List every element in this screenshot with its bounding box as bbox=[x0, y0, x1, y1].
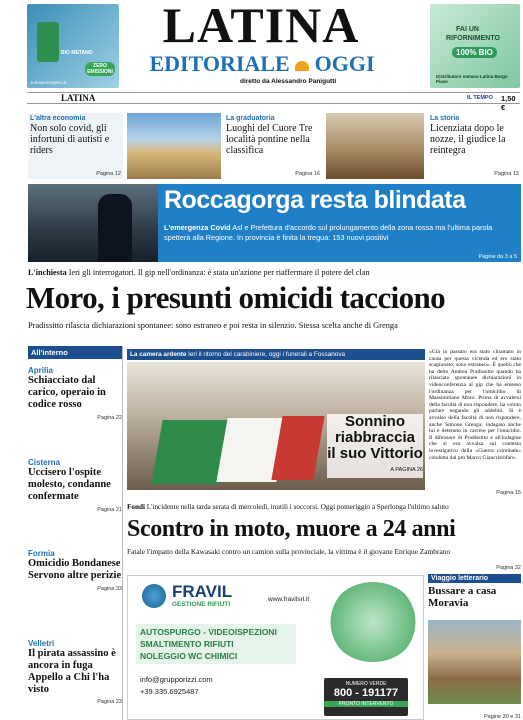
overlay-headline bbox=[327, 414, 423, 478]
overlay-line1: Sonnino bbox=[345, 413, 405, 430]
green-number: 800 - 191177 bbox=[333, 687, 399, 699]
travel-kicker: Viaggio letterario bbox=[428, 574, 521, 583]
teaser-text: Licenziata dopo le nozze, il giudice la reintegra bbox=[430, 123, 506, 156]
fravil-email[interactable]: info@grupporizzi.com bbox=[140, 675, 213, 684]
dateline-price: 1,50 € bbox=[501, 94, 516, 112]
banner-lead: L'emergenza Covid bbox=[164, 223, 231, 232]
funeral-photo[interactable] bbox=[127, 362, 425, 490]
sidebar-page: Pagina 21 bbox=[97, 507, 122, 513]
funeral-kicker: La camera ardente bbox=[130, 351, 187, 358]
banner-page: Pagine da 3 a 5 bbox=[478, 254, 517, 260]
sidebar-place: Aprilia bbox=[28, 366, 53, 375]
teaser-kicker: La graduatoria bbox=[226, 115, 275, 122]
crash-kicker-text: L'incidente nella tarda serata di mercoledì, inutili i soccorsi. Oggi pomeriggio a Sperlonga l'ultimo saluto bbox=[146, 503, 449, 511]
green-number-box[interactable] bbox=[324, 678, 408, 716]
fravil-service-3: NOLEGGIO WC CHIMICI bbox=[140, 651, 238, 661]
banner-text: Asl e Prefettura d'accordo sul prolungamento della zona rossa ma l'ultima parola spetterà alla Regione. In provincia è finita la tregua: 153 nuovi positivi bbox=[164, 223, 493, 242]
dateline bbox=[27, 92, 520, 112]
main-kicker-text: Ieri gli interrogatori. Il gip nell'ordinanza: è stata un'azione per riaffermare il potere del clan bbox=[68, 268, 370, 277]
sidebar-title: All'interno bbox=[28, 346, 122, 359]
fravil-services-box bbox=[136, 624, 296, 664]
teaser-page: Pagina 12 bbox=[96, 171, 121, 177]
travel[interactable] bbox=[428, 574, 521, 720]
masthead-title: LATINA bbox=[162, 0, 360, 53]
teaser-3-photo bbox=[326, 113, 424, 179]
teaser-text: Luoghi del Cuore Tre località pontine nella classifica bbox=[226, 123, 313, 156]
sidebar-place: Formia bbox=[28, 549, 55, 558]
funeral-column: «Già in passato era stato chiamato in causa per questa vicenda ed ero stato scagionato, sono estraneo». È quello che ha detto Andrea Pradissitto quando ha rilasciato spontanee dichiarazioni in videoconferenza al gip che ha emesso l'ordinanza per l'omicidio di Massimiliano Moro. Prima di avvalersi della facoltà di non rispondere, ha voluto parlare negando gli addebiti. Si è avvalso della facoltà di non rispondere, anche Simone Grenga, indagato anche lui e detenuto in carcere per l'omicidio. Il difensore di Pradissitto e all'indagine che si era avvalsa sul contesto investigativo della «Guerra criminale» condotta dal pm Marco Giancristofaro. bbox=[429, 349, 521, 461]
fravil-url[interactable]: www.fravilsrl.it bbox=[268, 596, 310, 603]
overlay-line3: il suo Vittorio bbox=[327, 445, 423, 462]
dateline-city: LATINA bbox=[61, 93, 96, 103]
travel-page: Pagine 30 e 31 bbox=[483, 714, 521, 720]
fravil-phone[interactable]: +39.335.6925487 bbox=[140, 687, 199, 696]
main-sub: Pradissitto rilascia dichiarazioni spontanee: sono estraneo e poi resta in silenzio. Stessa scelta anche di Grenga bbox=[28, 321, 398, 330]
teaser-1[interactable] bbox=[28, 113, 123, 179]
ad-fravil[interactable] bbox=[127, 575, 424, 720]
teaser-2[interactable] bbox=[224, 113, 322, 179]
sidebar-item[interactable] bbox=[28, 549, 122, 592]
ad-right-line3: 100% BIO bbox=[452, 47, 497, 58]
sidebar-text: Il pirata assassino è ancora in fuga Appello a Chi l'ha visto bbox=[28, 648, 116, 695]
main-kicker: L'inchiesta bbox=[28, 268, 67, 277]
dateline-tempo: IL TEMPO bbox=[467, 95, 493, 101]
masthead-subtitle bbox=[142, 52, 382, 76]
masthead-editoriale: EDITORIALE bbox=[149, 51, 290, 76]
travel-text: Bussare a casa Moravia bbox=[428, 585, 497, 609]
fravil-service-2: SMALTIMENTO RIFIUTI bbox=[140, 639, 234, 649]
sidebar-item[interactable] bbox=[28, 458, 122, 513]
fravil-brand-sub: GESTIONE RIFIUTI bbox=[172, 601, 231, 608]
ad-right-rifornimento[interactable] bbox=[430, 4, 520, 88]
main-kicker-line bbox=[28, 268, 521, 277]
sidebar-page: Pagina 23 bbox=[97, 699, 122, 705]
globe-icon bbox=[142, 584, 166, 608]
crash-sub: Fatale l'impatto della Kawasaki contro un camion sulla provinciale, la vittima è il giovane Enrique Zambrano bbox=[127, 547, 451, 556]
sidebar-text: Schiacciato dal carico, operaio in codice rosso bbox=[28, 375, 106, 410]
teaser-2-photo bbox=[127, 113, 221, 179]
sidebar bbox=[28, 346, 123, 720]
teaser-kicker: La storia bbox=[430, 115, 460, 122]
green-number-sub: PRONTO INTERVENTO bbox=[324, 701, 408, 707]
sidebar-page: Pagina 22 bbox=[97, 415, 122, 421]
funeral-kicker-text: Ieri il ritorno del carabiniere, oggi i funerali a Fossanova bbox=[188, 351, 346, 358]
banner-photo bbox=[28, 184, 158, 262]
fuel-pump-icon bbox=[37, 22, 59, 62]
sidebar-text: Omicidio Bondanese Servono altre perizie bbox=[28, 558, 122, 581]
crash-headline[interactable]: Scontro in moto, muore a 24 anni bbox=[127, 516, 456, 542]
carabiniere-figure bbox=[98, 194, 132, 262]
fravil-service-1: AUTOSPURGO - VIDEOISPEZIONI bbox=[140, 627, 277, 637]
sidebar-page: Pagina 33 bbox=[97, 586, 122, 592]
fravil-brand: FRAVIL bbox=[172, 582, 233, 601]
travel-photo bbox=[428, 620, 521, 704]
crash-page: Pagina 32 bbox=[496, 565, 521, 571]
ad-right-footer: Distributore metano Latina Borgo Piave bbox=[436, 74, 508, 84]
recycle-icon bbox=[328, 582, 418, 662]
teaser-3[interactable] bbox=[428, 113, 521, 179]
teaser-text: Non solo covid, gli infortuni di autisti e riders bbox=[30, 123, 110, 156]
teaser-kicker: L'altra economia bbox=[30, 115, 86, 122]
banner[interactable] bbox=[158, 184, 521, 262]
teaser-page: Pagina 13 bbox=[494, 171, 519, 177]
overlay-line2: riabbraccia bbox=[334, 429, 416, 446]
sidebar-place: Cisterna bbox=[28, 458, 61, 467]
masthead-director: diretto da Alessandro Panigutti bbox=[240, 78, 337, 85]
funeral-kicker-bar bbox=[127, 349, 425, 360]
ad-right-line1: FAI UN bbox=[456, 26, 479, 33]
ad-left-biometano[interactable] bbox=[27, 4, 119, 88]
sidebar-place: Velletri bbox=[28, 639, 55, 648]
banner-body bbox=[164, 223, 516, 243]
green-number-label: NUMERO VERDE bbox=[345, 681, 387, 687]
ad-left-url: turistaenergetici.it bbox=[31, 80, 67, 85]
ad-left-slogan: ZERO EMISSIONI bbox=[85, 62, 115, 76]
crash-kicker: Fondi bbox=[127, 503, 145, 511]
ad-right-line2: RIFORNIMENTO bbox=[446, 35, 500, 42]
sun-icon bbox=[295, 61, 309, 71]
funeral-page: Pagina 15 bbox=[496, 490, 521, 496]
sidebar-item[interactable] bbox=[28, 639, 122, 705]
sidebar-item[interactable] bbox=[28, 366, 122, 421]
ad-left-badge: BIO METANO bbox=[61, 50, 93, 56]
main-headline[interactable]: Moro, i presunti omicidi tacciono bbox=[26, 280, 446, 315]
teaser-page: Pagina 16 bbox=[295, 171, 320, 177]
overlay-page: A PAGINA 26 bbox=[390, 467, 423, 473]
crash-kicker-line bbox=[127, 503, 522, 511]
banner-headline: Roccagorga resta blindata bbox=[164, 186, 466, 214]
masthead-oggi: OGGI bbox=[314, 51, 375, 76]
sidebar-text: Uccisero l'ospite molesto, condanne confermate bbox=[28, 467, 111, 502]
